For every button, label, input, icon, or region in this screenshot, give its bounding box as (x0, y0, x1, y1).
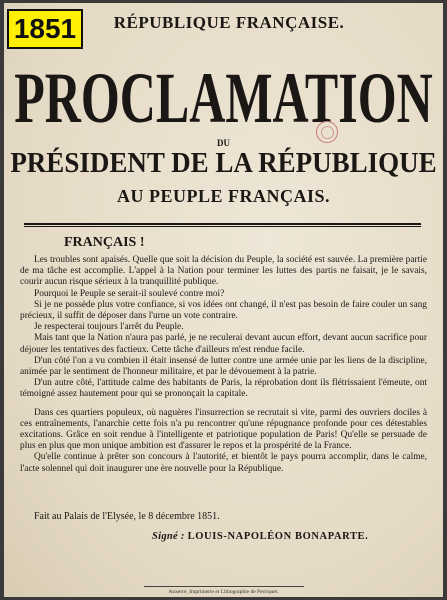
signature-name: LOUIS-NAPOLÉON BONAPARTE. (187, 531, 369, 542)
paragraph: Les troubles sont apaisés. Quelle que soit la décision du Peuple, la société est sauvée. La première partie de ma tâche est accomplie. L'appel à la Nation pour terminer les luttes des partis ne faisait, je le savais, courir aucun risque sérieux à la tranquillité publique. (20, 255, 427, 288)
divider-rule (24, 223, 421, 225)
paragraph: D'un autre côté, l'attitude calme des habitants de Paris, la réprobation dont ils flétrissaient l'émeute, ont témoigné assez hautement pour qui se prononçait la capitale. (20, 378, 427, 400)
paragraph: Mais tant que la Nation n'aura pas parlé, je ne reculerai devant aucun effort, devant aucun sacrifice pour déjouer les tentatives des factieux. Cette tâche d'ailleurs m'est rendue facile. (20, 333, 427, 355)
divider-rule-thin (24, 226, 421, 227)
signature-line (152, 531, 368, 542)
paragraph: D'un côté l'on a vu combien il était insensé de lutter contre une armée unie par les liens de la discipline, animée par le sentiment de l'honneur militaire, et par le dévouement à la patrie. (20, 355, 427, 378)
signature-label: Signé : (152, 531, 185, 542)
paragraph: Qu'elle continue à prêter son concours à l'autorité, et bientôt le pays pourra accomplir, dans le calme, l'acte solennel qui doit inaugurer une ère nouvelle pour la République. (20, 452, 427, 474)
proclamation-title: PROCLAMATION (14, 56, 433, 138)
year-badge: 1851 (7, 9, 83, 49)
proclamation-poster (4, 3, 443, 597)
paragraph: Je respecterai toujours l'arrêt du Peuple. (34, 322, 184, 333)
president-heading: PRÉSIDENT DE LA RÉPUBLIQUE (10, 146, 437, 179)
salutation: FRANÇAIS ! (64, 235, 145, 250)
paragraph: Dans ces quartiers populeux, où naguères l'insurrection se recrutait si vite, parmi des ouvriers dociles à ces entraînements, l'anarchie cette fois n'a pu rencontrer qu'une répugnance profonde pour ces détestables excitations. Grâce en soit rendue à l'intelligente et patriotique population de Paris! Qu'elle se persuade de plus en plus que mon unique ambition est d'assurer le repos et la prospérité de la France. (20, 407, 427, 452)
paragraph: Si je ne possède plus votre confiance, si vos idées ont changé, il n'est pas besoin de faire couler un sang précieux, il suffit de déposer dans l'urne un vote contraire. (20, 299, 427, 322)
peuple-heading: AU PEUPLE FRANÇAIS. (116, 186, 330, 206)
printer-credit: Auxerre, Imprimerie et Lithographie de Perriquet. (168, 589, 279, 595)
republique-heading: RÉPUBLIQUE FRANÇAISE. (113, 13, 345, 32)
proclamation-body (20, 255, 427, 475)
du-label: DU (217, 138, 230, 148)
paragraph: Pourquoi le Peuple se serait-il soulevé contre moi? (34, 288, 225, 299)
printer-divider (144, 586, 304, 587)
date-line: Fait au Palais de l'Elysée, le 8 décembre 1851. (34, 511, 220, 522)
